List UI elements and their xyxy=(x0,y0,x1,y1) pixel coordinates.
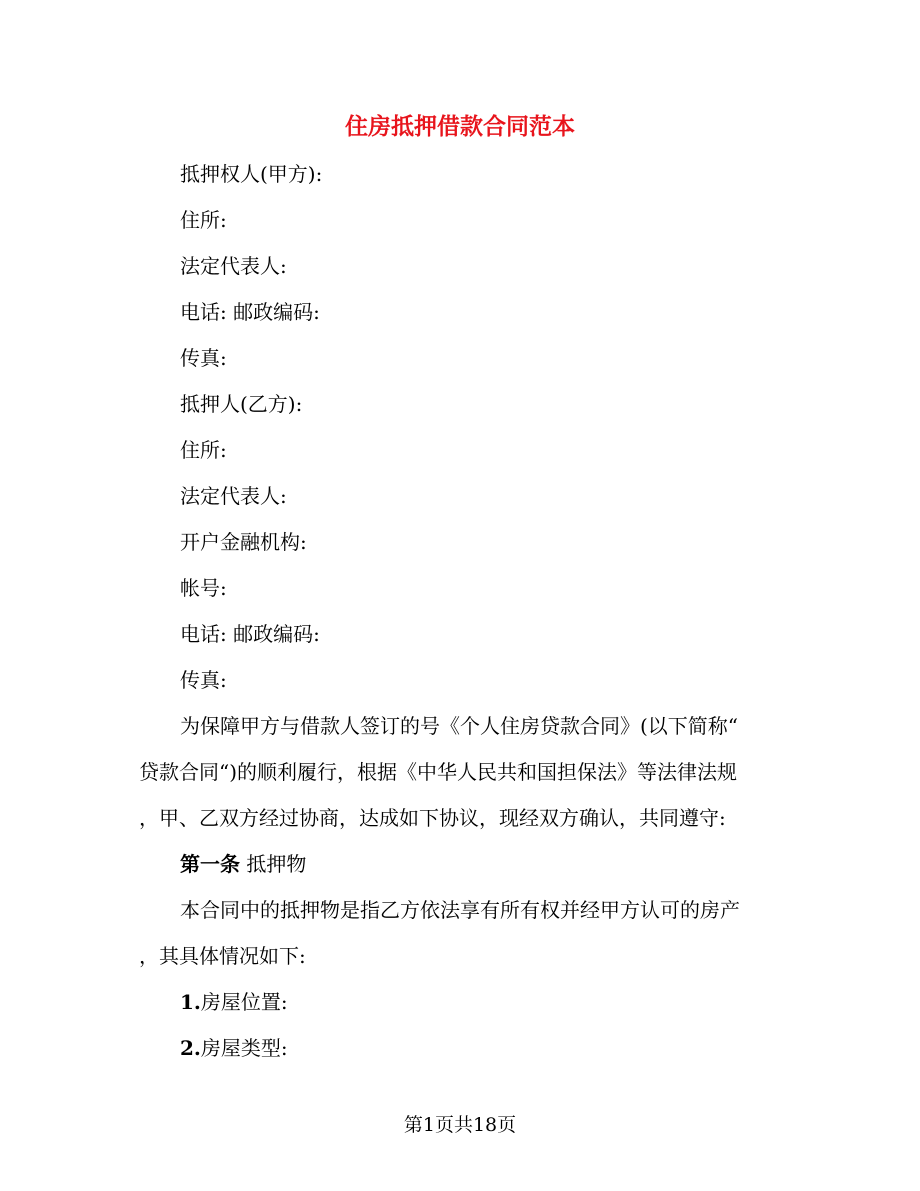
preamble-line-1: 为保障甲方与借款人签订的号《个人住房贷款合同》(以下简称“ xyxy=(180,714,739,738)
article-1-item-1 xyxy=(180,988,288,1016)
article-1-heading: 第一条 xyxy=(180,852,240,876)
party-a-phone-postal: 电话: 邮政编码: xyxy=(180,300,320,324)
party-a-fax: 传真: xyxy=(180,346,227,370)
article-1-heading-line xyxy=(180,850,306,878)
article-1-item-1-number: 1. xyxy=(180,990,201,1014)
page-indicator: 第1页共18页 xyxy=(403,1114,517,1136)
party-a-legal-rep: 法定代表人: xyxy=(180,254,287,278)
party-b-account: 帐号: xyxy=(180,576,227,600)
party-a-label: 抵押权人(甲方): xyxy=(180,162,323,186)
party-b-legal-rep: 法定代表人: xyxy=(180,484,287,508)
article-1-item-2 xyxy=(180,1034,288,1062)
article-1-item-2-number: 2. xyxy=(180,1036,201,1060)
party-b-fax: 传真: xyxy=(180,668,227,692)
article-1-body-line-2: ，其具体情况如下: xyxy=(139,944,306,968)
party-a-address: 住所: xyxy=(180,208,227,232)
party-b-phone-postal: 电话: 邮政编码: xyxy=(180,622,320,646)
preamble-line-2: 贷款合同“)的顺利履行，根据《中华人民共和国担保法》等法律法规 xyxy=(139,760,738,784)
document-title: 住房抵押借款合同范本 xyxy=(345,113,575,140)
article-1-title: 抵押物 xyxy=(246,852,307,876)
article-1-item-1-text: 房屋位置: xyxy=(200,990,288,1014)
article-1-body-line-1: 本合同中的抵押物是指乙方依法享有所有权并经甲方认可的房产 xyxy=(180,898,740,922)
party-b-bank: 开户金融机构: xyxy=(180,530,307,554)
party-b-label: 抵押人(乙方): xyxy=(180,392,303,416)
party-b-address: 住所: xyxy=(180,438,227,462)
preamble-line-3: ，甲、乙双方经过协商，达成如下协议，现经双方确认，共同遵守: xyxy=(139,806,726,830)
article-1-item-2-text: 房屋类型: xyxy=(200,1036,288,1060)
